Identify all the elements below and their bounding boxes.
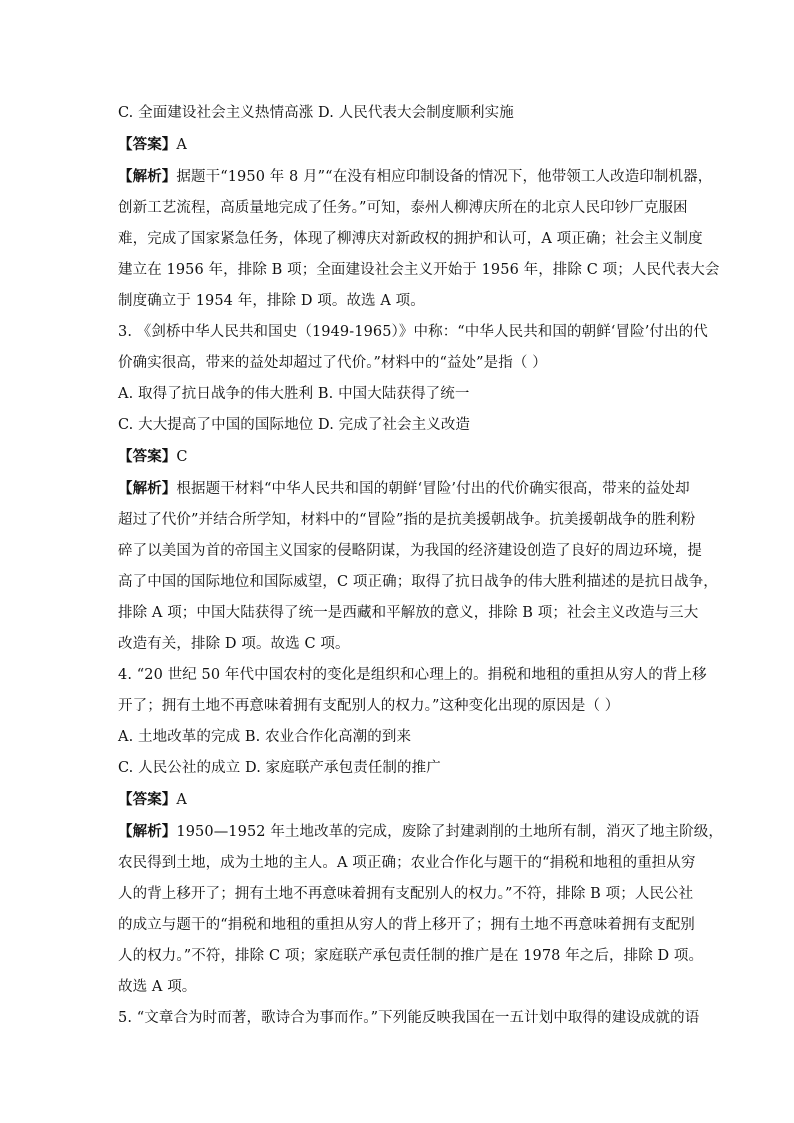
line-text: 建立在 1956 年，排除 B 项；全面建设社会主义开始于 1956 年，排除 C 项；人民代表大会 bbox=[118, 262, 720, 278]
line-text: 3. 《剑桥中华人民共和国史（1949-1965）》中称：“中华人民共和国的朝鲜‘冒险’付出的代 bbox=[118, 324, 708, 340]
section-label: 【解析】 bbox=[118, 168, 177, 185]
section-label: 【答案】 bbox=[118, 136, 177, 153]
line-text: A. 土地改革的完成 B. 农业合作化高潮的到来 bbox=[118, 729, 412, 745]
line-text: 碎了以美国为首的帝国主义国家的侵略阴谋，为我国的经济建设创造了良好的周边环境，提 bbox=[118, 543, 702, 559]
text-line bbox=[118, 629, 678, 660]
text-line bbox=[118, 129, 678, 161]
line-text: 1950—1952 年土地改革的完成，废除了封建剥削的土地所有制，消灭了地主阶级， bbox=[176, 824, 723, 840]
line-text: 的成立与题干的“捐税和地租的重担从穷人的背上移开了；拥有土地不再意味着拥有支配别 bbox=[118, 917, 695, 933]
text-line bbox=[118, 1003, 700, 1034]
section-label: 【答案】 bbox=[118, 791, 177, 808]
line-text: C. 全面建设社会主义热情高涨 D. 人民代表大会制度顺利实施 bbox=[118, 105, 514, 121]
line-text: 创新工艺流程，高质量地完成了任务。”可知，泰州人柳溥庆所在的北京人民印钞厂克服困 bbox=[118, 200, 688, 216]
line-text: 根据题干材料“中华人民共和国的朝鲜‘冒险’付出的代价确实很高，带来的益处却 bbox=[176, 481, 690, 497]
text-line bbox=[118, 317, 708, 348]
text-line bbox=[118, 691, 678, 722]
text-line bbox=[118, 441, 678, 473]
text-line bbox=[118, 379, 678, 410]
line-text: 制度确立于 1954 年，排除 D 项。故选 A 项。 bbox=[118, 293, 425, 309]
line-text: 难，完成了国家紧急任务，体现了柳溥庆对新政权的拥护和认可，A 项正确；社会主义制度 bbox=[118, 231, 703, 247]
section-label: 【解析】 bbox=[118, 823, 177, 840]
text-line bbox=[118, 536, 702, 567]
text-line bbox=[118, 410, 678, 441]
text-line bbox=[118, 753, 678, 784]
line-text: 5. “文章合为时而著，歌诗合为事而作。”下列能反映我国在一五计划中取得的建设成就的语 bbox=[118, 1010, 700, 1026]
text-line bbox=[118, 348, 678, 379]
text-line bbox=[118, 255, 720, 286]
line-text: C bbox=[176, 449, 188, 465]
line-text: A bbox=[176, 137, 187, 153]
line-text: 4. “20 世纪 50 年代中国农村的变化是组织和心理上的。捐税和地租的重担从穷人的背上移 bbox=[118, 667, 707, 683]
section-label: 【解析】 bbox=[118, 480, 177, 497]
line-text: A bbox=[176, 792, 187, 808]
line-text: C. 人民公社的成立 D. 家庭联产承包责任制的推广 bbox=[118, 760, 441, 776]
text-line bbox=[118, 879, 694, 910]
text-line bbox=[118, 161, 713, 193]
text-line bbox=[118, 286, 678, 317]
line-text: 排除 A 项；中国大陆获得了统一是西藏和平解放的意义，排除 B 项；社会主义改造与三大 bbox=[118, 605, 699, 621]
text-line bbox=[118, 941, 704, 972]
text-line bbox=[118, 910, 695, 941]
document-page bbox=[118, 98, 723, 1034]
line-text: 据题干“1950 年 8 月”“在没有相应印制设备的情况下，他带领工人改造印制机器， bbox=[176, 169, 713, 185]
line-text: C. 大大提高了中国的国际地位 D. 完成了社会主义改造 bbox=[118, 417, 471, 433]
line-text: 故选 A 项。 bbox=[118, 979, 197, 995]
text-line bbox=[118, 816, 723, 848]
line-text: 人的权力。”不符，排除 C 项；家庭联产承包责任制的推广是在 1978 年之后，排除 D 项。 bbox=[118, 948, 704, 964]
text-line bbox=[118, 784, 678, 816]
text-line bbox=[118, 473, 690, 505]
line-text: 改造有关，排除 D 项。故选 C 项。 bbox=[118, 636, 350, 652]
text-line bbox=[118, 193, 688, 224]
text-line bbox=[118, 660, 707, 691]
line-text: 开了；拥有土地不再意味着拥有支配别人的权力。”这种变化出现的原因是（ ） bbox=[118, 698, 620, 714]
text-line bbox=[118, 98, 678, 129]
text-line bbox=[118, 567, 718, 598]
line-text: 农民得到土地，成为土地的主人。A 项正确；农业合作化与题干的“捐税和地租的重担从穷 bbox=[118, 855, 696, 871]
text-line bbox=[118, 848, 696, 879]
line-text: 高了中国的国际地位和国际威望，C 项正确；取得了抗日战争的伟大胜利描述的是抗日战争， bbox=[118, 574, 718, 590]
text-line bbox=[118, 972, 678, 1003]
text-line bbox=[118, 598, 699, 629]
line-text: A. 取得了抗日战争的伟大胜利 B. 中国大陆获得了统一 bbox=[118, 386, 470, 402]
line-text: 价确实很高，带来的益处却超过了代价。”材料中的“益处”是指（ ） bbox=[118, 355, 547, 371]
text-line bbox=[118, 224, 703, 255]
line-text: 人的背上移开了；拥有土地不再意味着拥有支配别人的权力。”不符，排除 B 项；人民公社 bbox=[118, 886, 694, 902]
text-line bbox=[118, 505, 696, 536]
line-text: 超过了代价”并结合所学知，材料中的“冒险”指的是抗美援朝战争。抗美援朝战争的胜利粉 bbox=[118, 512, 696, 528]
section-label: 【答案】 bbox=[118, 448, 177, 465]
text-line bbox=[118, 722, 678, 753]
